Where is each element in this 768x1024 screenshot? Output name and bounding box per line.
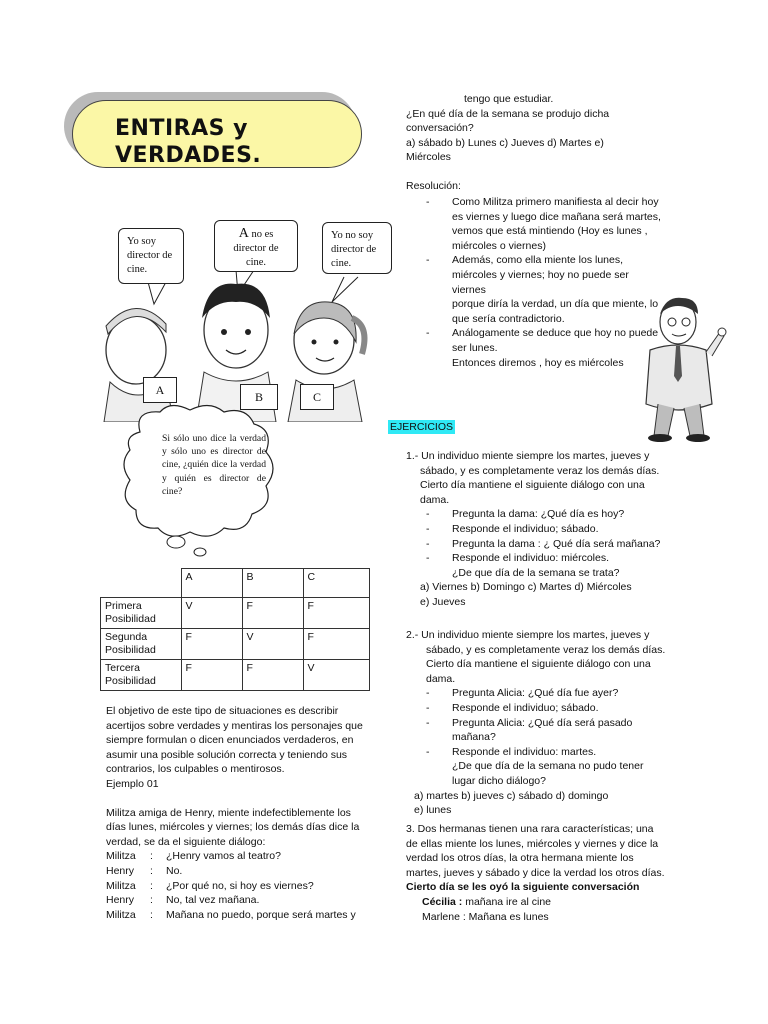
exercise-line: de ellas miente los lunes, miércoles y viernes y dice la: [406, 837, 659, 850]
table-row-label: [101, 659, 182, 690]
list-item: [406, 507, 668, 522]
dash-bullet: -: [426, 508, 430, 521]
dialogue-line: [106, 908, 364, 923]
item-line: vemos que está mintiendo (Hoy es lunes ,: [452, 225, 648, 238]
item-text: Responde el individuo: martes.: [452, 745, 597, 758]
table-header-b: B: [242, 569, 303, 598]
paragraph-line: verdad, se da el siguiente diálogo:: [106, 835, 266, 848]
item-text: Responde el individuo: miércoles.: [452, 552, 610, 565]
question-line: ¿En qué día de la semana se produjo dicha: [406, 107, 610, 120]
dash-bullet: -: [426, 196, 430, 208]
resolution-list: [424, 195, 664, 370]
exercise-question: lugar dicho diálogo?: [452, 774, 546, 787]
exercises-label: EJERCICIOS: [390, 421, 454, 433]
exercise-question: ¿De que día de la semana se trata?: [452, 566, 620, 579]
exercise-line: verdad los otros días, la otra hermana miente los: [406, 852, 634, 865]
row-label-1: Segunda: [105, 630, 148, 643]
speech-b-initial: A: [238, 226, 249, 241]
list-item: [406, 551, 668, 566]
dash-bullet: -: [426, 745, 430, 758]
thought-text: Si sólo uno dice la verdad y sólo uno es director de cine, ¿quién dice la verdad y quién es director de cine?: [162, 433, 266, 497]
utterance: Mañana no puedo, porque será martes y: [166, 908, 356, 921]
continued-line: tengo que estudiar.: [464, 93, 554, 105]
paragraph-line: contrarios, los culpables o mentirosos.: [106, 763, 285, 776]
table-cell: F: [242, 597, 303, 628]
utterance: ¿Henry vamos al teatro?: [166, 850, 281, 863]
speaker: Cécilia :: [422, 895, 463, 908]
conclusion: Entonces diremos , hoy es miércoles: [452, 356, 624, 369]
label-box-b: B: [240, 384, 278, 410]
title-pill: [72, 100, 362, 168]
cecilia-line: [406, 895, 670, 910]
row-label-2: Posibilidad: [105, 612, 156, 625]
table-header-row: [101, 569, 370, 598]
exercise-line: dama.: [420, 493, 450, 506]
item-line: porque diría la verdad, un día que miente, lo: [452, 298, 659, 311]
teacher-illustration: [632, 294, 732, 444]
row-label-1: Primera: [105, 599, 142, 612]
item-text: Pregunta Alicia: ¿Qué día fue ayer?: [452, 687, 619, 700]
dash-bullet: -: [426, 327, 430, 340]
table-row: [101, 628, 370, 659]
exercise-2: [406, 628, 668, 818]
exercise-line: sábado, y es completamente veraz los demás días.: [420, 464, 660, 477]
item-line: Además, como ella miente los lunes,: [452, 254, 623, 267]
table-cell: F: [242, 659, 303, 690]
separator: :: [150, 864, 153, 877]
speaker: Henry: [106, 864, 135, 877]
speech-bubble-b: [214, 220, 298, 272]
example-heading: Ejemplo 01: [106, 777, 159, 790]
utterance: No.: [166, 864, 183, 877]
paragraph-line: asumir una posible solución correcta y teniendo sus: [106, 748, 348, 761]
exercise-line: martes, jueves y sábado y dice la verdad los otros días.: [406, 866, 665, 879]
item-text: Responde el individuo; sábado.: [452, 701, 599, 714]
table-cell: V: [303, 659, 370, 690]
item-line: que sería contradictorio.: [452, 312, 565, 325]
title-line-2: VERDADES.: [115, 143, 262, 168]
paragraph-line: días lunes, miércoles y viernes; los demás días dice la: [106, 821, 360, 834]
right-column-top: [406, 92, 666, 194]
dialogue-line: [106, 864, 364, 879]
marlene-line: Marlene : Mañana es lunes: [422, 910, 549, 923]
paragraph-line: siempre formulan o dicen enunciados verdaderos, en: [106, 734, 354, 747]
table-header-c: C: [303, 569, 370, 598]
list-item: [406, 701, 668, 716]
thought-cloud: [120, 402, 280, 562]
item-line: miércoles o viernes): [452, 239, 546, 252]
item-text: Pregunta la dama : ¿ Qué día será mañana?: [452, 537, 661, 550]
row-label-2: Posibilidad: [105, 674, 156, 687]
exercise-question: ¿De que día de la semana no pudo tener: [452, 760, 644, 773]
exercise-line: dama.: [426, 672, 456, 685]
speaker: Militza: [106, 908, 136, 921]
list-item: [406, 686, 668, 701]
page-title: [115, 115, 261, 169]
exercise-line: Cierto día mantiene el siguiente diálogo con una: [420, 479, 645, 492]
utterance: No, tal vez mañana.: [166, 894, 260, 907]
exercise-line: 2.- Un individuo miente siempre los martes, jueves y: [406, 629, 650, 641]
item-line: es viernes y luego dice mañana será martes,: [452, 210, 661, 223]
dash-bullet: -: [426, 687, 430, 700]
options-line: Miércoles: [406, 151, 451, 164]
table-cell: F: [303, 628, 370, 659]
speech-bubble-a: Yo soy director de cine.: [118, 228, 184, 284]
label-box-c: C: [300, 384, 334, 410]
list-item: [424, 253, 664, 326]
table-header-empty: [101, 569, 182, 598]
exercise-line: sábado, y es completamente veraz los demás días.: [426, 643, 666, 656]
utterance: ¿Por qué no, si hoy es viernes?: [166, 879, 314, 892]
options-line: e) lunes: [414, 804, 452, 817]
table-cell: V: [181, 597, 242, 628]
options-line: e) Jueves: [420, 595, 466, 608]
speech-b-text: no es director de cine.: [233, 229, 279, 268]
separator: :: [150, 850, 153, 863]
options-line: a) sábado b) Lunes c) Jueves d) Martes e): [406, 136, 604, 149]
separator: :: [150, 894, 153, 907]
dialogue: [106, 849, 364, 922]
item-text: Pregunta Alicia: ¿Qué día será pasado: [452, 716, 633, 729]
item-text-continued: mañana?: [452, 731, 496, 744]
options-line: a) martes b) jueves c) sábado d) domingo: [414, 789, 609, 802]
speaker: Militza: [106, 850, 136, 863]
list-item: [406, 537, 668, 552]
dialogue-line: [106, 849, 364, 864]
resolution-heading: Resolución:: [406, 179, 461, 192]
dialogue-line: [106, 893, 364, 908]
truth-table: [100, 568, 370, 691]
list-item: [406, 716, 668, 731]
speaker: Militza: [106, 879, 136, 892]
exercise-3: [406, 822, 670, 924]
paragraph-line: acertijos sobre verdades y mentiras los personajes que: [106, 719, 363, 732]
exercise-1: [406, 449, 668, 610]
exercises-heading: [388, 420, 455, 435]
label-box-a: A: [143, 377, 177, 403]
table-cell: F: [181, 628, 242, 659]
question-line: conversación?: [406, 122, 474, 135]
teacher-icon: [632, 294, 732, 444]
dialogue-line: [106, 879, 364, 894]
table-cell: V: [242, 628, 303, 659]
row-label-2: Posibilidad: [105, 643, 156, 656]
list-item: [406, 745, 668, 760]
list-item: [406, 522, 668, 537]
left-column: [106, 704, 364, 922]
exercise-line: 3. Dos hermanas tienen una rara características; una: [406, 823, 654, 835]
exercise-line: 1.- Un individuo miente siempre los martes, jueves y: [406, 450, 650, 462]
separator: :: [150, 879, 153, 892]
list-item: [424, 195, 664, 253]
table-header-a: A: [181, 569, 242, 598]
dash-bullet: -: [426, 522, 430, 535]
title-line-1: ENTIRAS y: [115, 116, 248, 141]
table-cell: F: [303, 597, 370, 628]
bold-line: Cierto día se les oyó la siguiente conversación: [406, 881, 640, 894]
table-row-label: [101, 628, 182, 659]
item-line: ser lunes.: [452, 341, 498, 354]
item-line: Análogamente se deduce que hoy no puede: [452, 327, 659, 340]
dash-bullet: -: [426, 254, 430, 267]
table-row: [101, 597, 370, 628]
utterance: mañana ire al cine: [462, 895, 551, 908]
paragraph-line: Militza amiga de Henry, miente indefectiblemente los: [106, 806, 351, 819]
dash-bullet: -: [426, 716, 430, 729]
options-line: a) Viernes b) Domingo c) Martes d) Miércoles: [420, 581, 632, 594]
item-line: miércoles y viernes; hoy no puede ser viernes: [452, 268, 629, 296]
dash-bullet: -: [426, 537, 430, 550]
table-row: [101, 659, 370, 690]
item-text: Pregunta la dama: ¿Qué día es hoy?: [452, 508, 625, 521]
table-cell: F: [181, 659, 242, 690]
speaker: Henry: [106, 894, 135, 907]
item-text: Responde el individuo; sábado.: [452, 522, 599, 535]
dash-bullet: -: [426, 552, 430, 565]
row-label-1: Tercera: [105, 661, 141, 674]
item-line: Como Militza primero manifiesta al decir hoy: [452, 196, 659, 208]
exercise-line: Cierto día mantiene el siguiente diálogo con una: [426, 658, 651, 671]
paragraph-line: El objetivo de este tipo de situaciones es describir: [106, 705, 339, 717]
title-banner: [64, 92, 364, 170]
table-row-label: [101, 597, 182, 628]
speech-bubble-c: Yo no soy director de cine.: [322, 222, 392, 274]
list-item: [424, 326, 664, 355]
dash-bullet: -: [426, 701, 430, 714]
separator: :: [150, 908, 153, 921]
